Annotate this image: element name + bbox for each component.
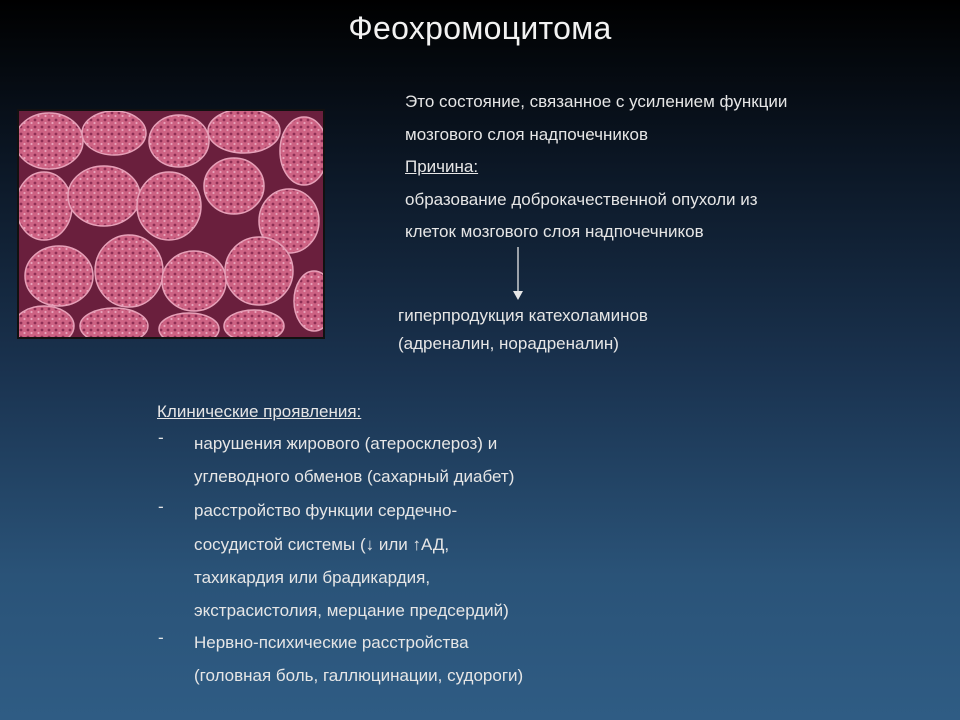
cell-lobule <box>224 310 284 337</box>
cause-line-2: клеток мозгового слоя надпочечников <box>405 222 704 241</box>
result-line-2: (адреналин, норадреналин) <box>398 334 619 353</box>
cell-lobule <box>137 172 201 240</box>
cell-lobule <box>19 172 72 240</box>
cell-lobule <box>95 235 163 307</box>
bullet-3-line-2: (головная боль, галлюцинации, судороги) <box>194 666 524 685</box>
cause-label: Причина: <box>405 157 479 176</box>
cell-lobule <box>80 308 148 337</box>
cell-lobule <box>204 158 264 214</box>
bullet-3-line-1: Нервно-психические расстройства <box>194 633 469 652</box>
bullet-1-line-2: углеводного обменов (сахарный диабет) <box>194 467 515 486</box>
cell-lobule <box>208 111 280 153</box>
definition-line-2: мозгового слоя надпочечников <box>405 125 648 144</box>
cell-lobule <box>149 115 209 167</box>
bullet-2-line-4: экстрасистолия, мерцание предсердий) <box>194 601 509 620</box>
result-line-1: гиперпродукция катехоламинов <box>398 306 648 325</box>
bullet-2-line-1: расстройство функции сердечно- <box>194 501 458 520</box>
bullet-marker-3: - <box>158 628 164 647</box>
cell-lobule <box>25 246 93 306</box>
cause-line-1: образование доброкачественной опухоли из <box>405 190 758 209</box>
histology-image <box>17 109 325 339</box>
clinical-label: Клинические проявления: <box>157 402 362 421</box>
down-arrow-icon <box>510 247 526 303</box>
cell-lobule <box>280 117 323 185</box>
cell-lobule <box>225 237 293 305</box>
bullet-1-line-1: нарушения жирового (атеросклероз) и <box>194 434 498 453</box>
bullet-2-line-3: тахикардия или брадикардия, <box>194 568 431 587</box>
bullet-2-line-2: сосудистой системы (↓ или ↑АД, <box>194 535 450 554</box>
bullet-marker-1: - <box>158 428 164 447</box>
cell-lobule <box>82 111 146 155</box>
definition-line-1: Это состояние, связанное с усилением функции <box>405 92 788 111</box>
cell-lobule <box>68 166 140 226</box>
bullet-marker-2: - <box>158 497 164 516</box>
slide-title: Феохромоцитома <box>348 10 612 46</box>
cell-lobule <box>162 251 226 311</box>
cell-lobule <box>19 113 83 169</box>
